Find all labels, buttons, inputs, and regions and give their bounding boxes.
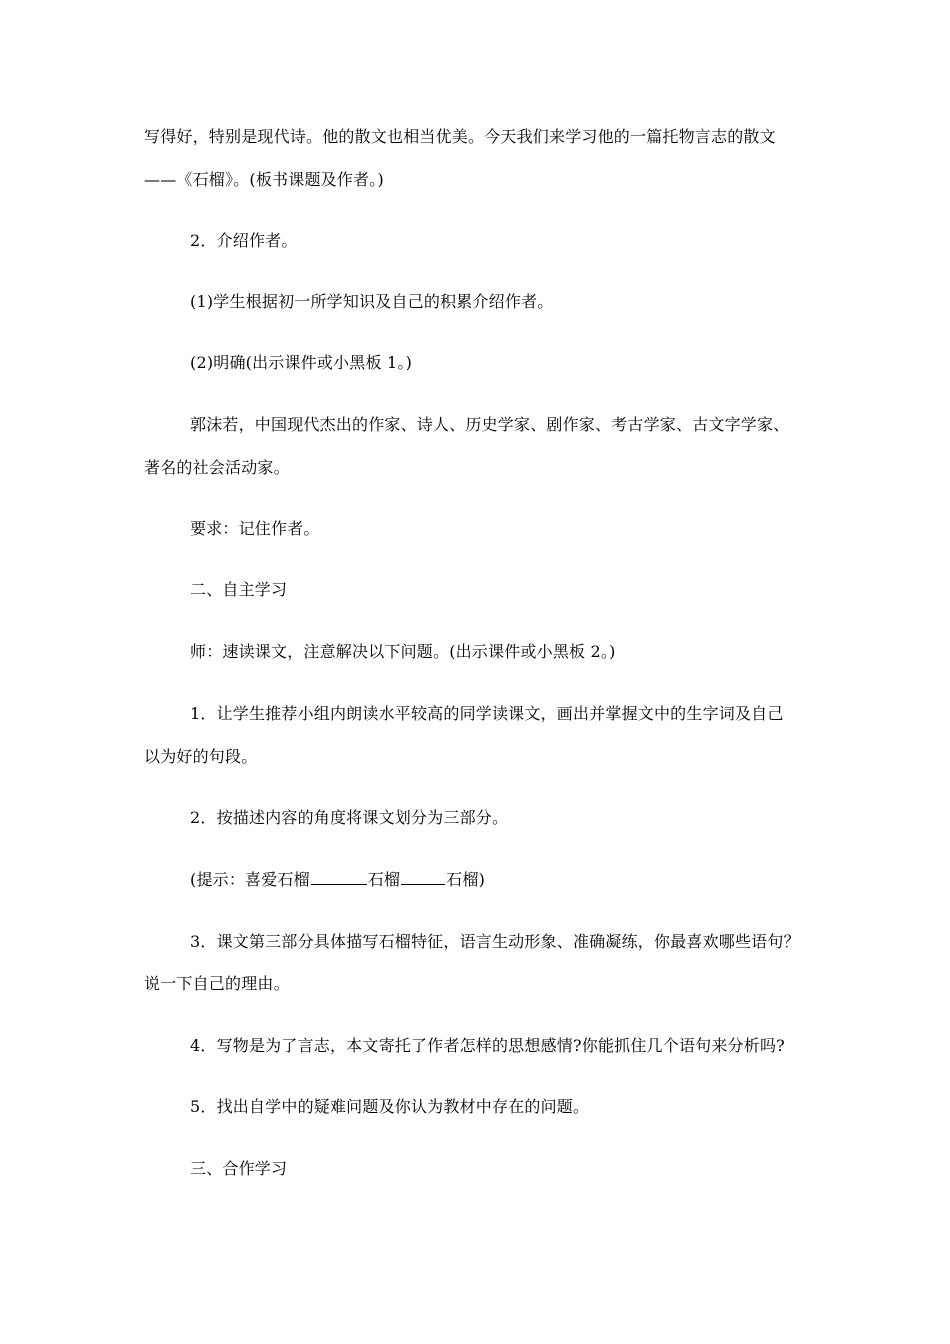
teacher-instruction: 师：速读课文，注意解决以下问题。(出示课件或小黑板 2。) [190,642,616,661]
question-1-line-2: 以为好的句段。 [144,747,258,766]
intro-paragraph-line-2: ——《石榴》。(板书课题及作者。) [144,170,384,189]
hint-end: 石榴) [446,870,486,889]
section-heading-self-study: 二、自主学习 [190,580,288,599]
hint-line [190,868,485,892]
question-3-line-1: 3．课文第三部分具体描写石榴特征，语言生动形象、准确凝练，你最喜欢哪些语句？ [190,932,800,951]
question-1-line-1: 1．让学生推荐小组内朗读水平较高的同学读课文，画出并掌握文中的生字词及自己 [190,704,784,723]
question-3-line-2: 说一下自己的理由。 [144,974,290,993]
question-4: 4．写物是为了言志，本文寄托了作者怎样的思想感情?你能抓住几个语句来分析吗? [190,1036,785,1055]
hint-mid: 石榴 [367,870,401,889]
question-5: 5．找出自学中的疑难问题及你认为教材中存在的问题。 [190,1097,590,1116]
author-bio-line-1: 郭沫若，中国现代杰出的作家、诗人、历史学家、剧作家、考古学家、古文字学家、 [190,415,790,434]
requirement-text: 要求：记住作者。 [190,519,320,538]
fill-in-blank-2 [401,868,445,885]
hint-prefix: (提示：喜爱石榴 [190,870,310,889]
intro-paragraph-line-1: 写得好，特别是现代诗。他的散文也相当优美。今天我们来学习他的一篇托物言志的散文 [144,127,776,146]
section-heading-cooperative-study: 三、合作学习 [190,1159,288,1178]
item-student-introduce: (1)学生根据初一所学知识及自己的积累介绍作者。 [190,292,554,311]
author-bio-line-2: 著名的社会活动家。 [144,458,290,477]
fill-in-blank-1 [311,868,367,885]
question-2: 2．按描述内容的角度将课文划分为三部分。 [190,808,509,827]
item-introduce-author: 2．介绍作者。 [190,231,298,250]
item-clarify: (2)明确(出示课件或小黑板 1。) [190,353,413,372]
